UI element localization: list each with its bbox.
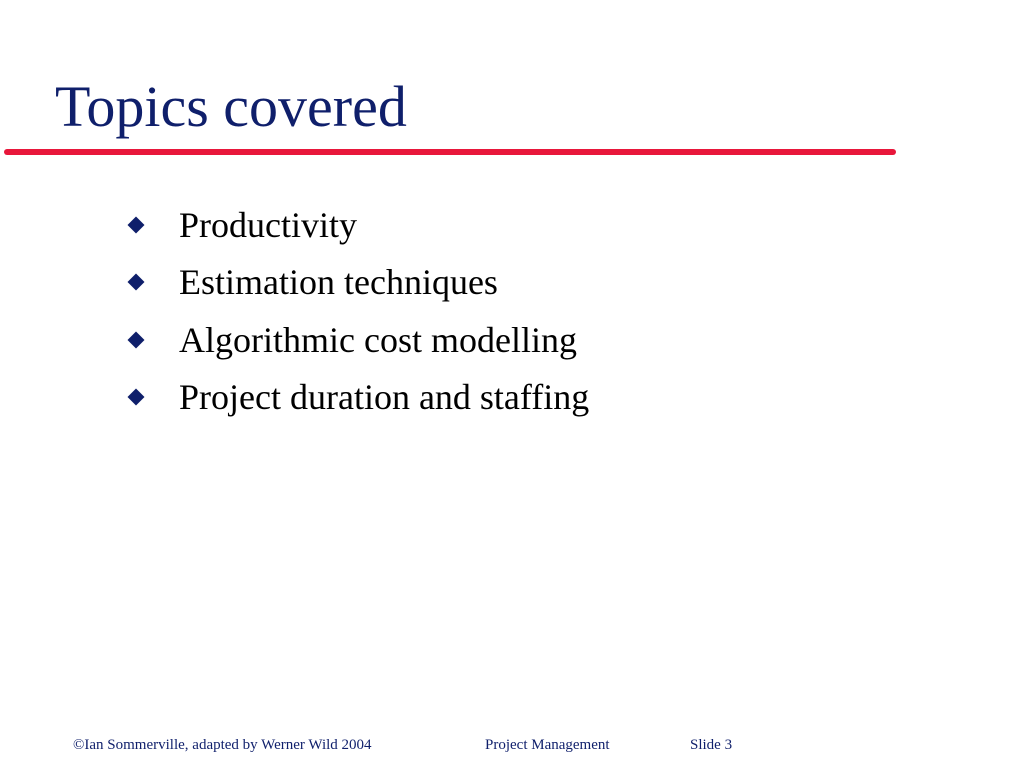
list-item bbox=[124, 196, 589, 254]
list-item bbox=[124, 311, 589, 369]
slide-title: Topics covered bbox=[55, 74, 407, 139]
diamond-bullet-icon bbox=[128, 274, 145, 291]
footer-topic: Project Management bbox=[485, 737, 610, 753]
topic-label: Algorithmic cost modelling bbox=[179, 319, 577, 360]
topic-label: Project duration and staffing bbox=[179, 377, 590, 418]
title-underline bbox=[4, 149, 896, 155]
list-item bbox=[124, 369, 589, 427]
topic-label: Productivity bbox=[179, 204, 357, 245]
diamond-bullet-icon bbox=[128, 389, 145, 406]
diamond-bullet-icon bbox=[128, 216, 145, 233]
list-item bbox=[124, 254, 589, 312]
footer-slide-number: Slide 3 bbox=[690, 737, 733, 753]
topic-label: Estimation techniques bbox=[179, 262, 498, 303]
footer-copyright: ©Ian Sommerville, adapted by Werner Wild 2004 bbox=[73, 737, 372, 753]
topic-list bbox=[124, 196, 589, 426]
diamond-bullet-icon bbox=[128, 331, 145, 348]
